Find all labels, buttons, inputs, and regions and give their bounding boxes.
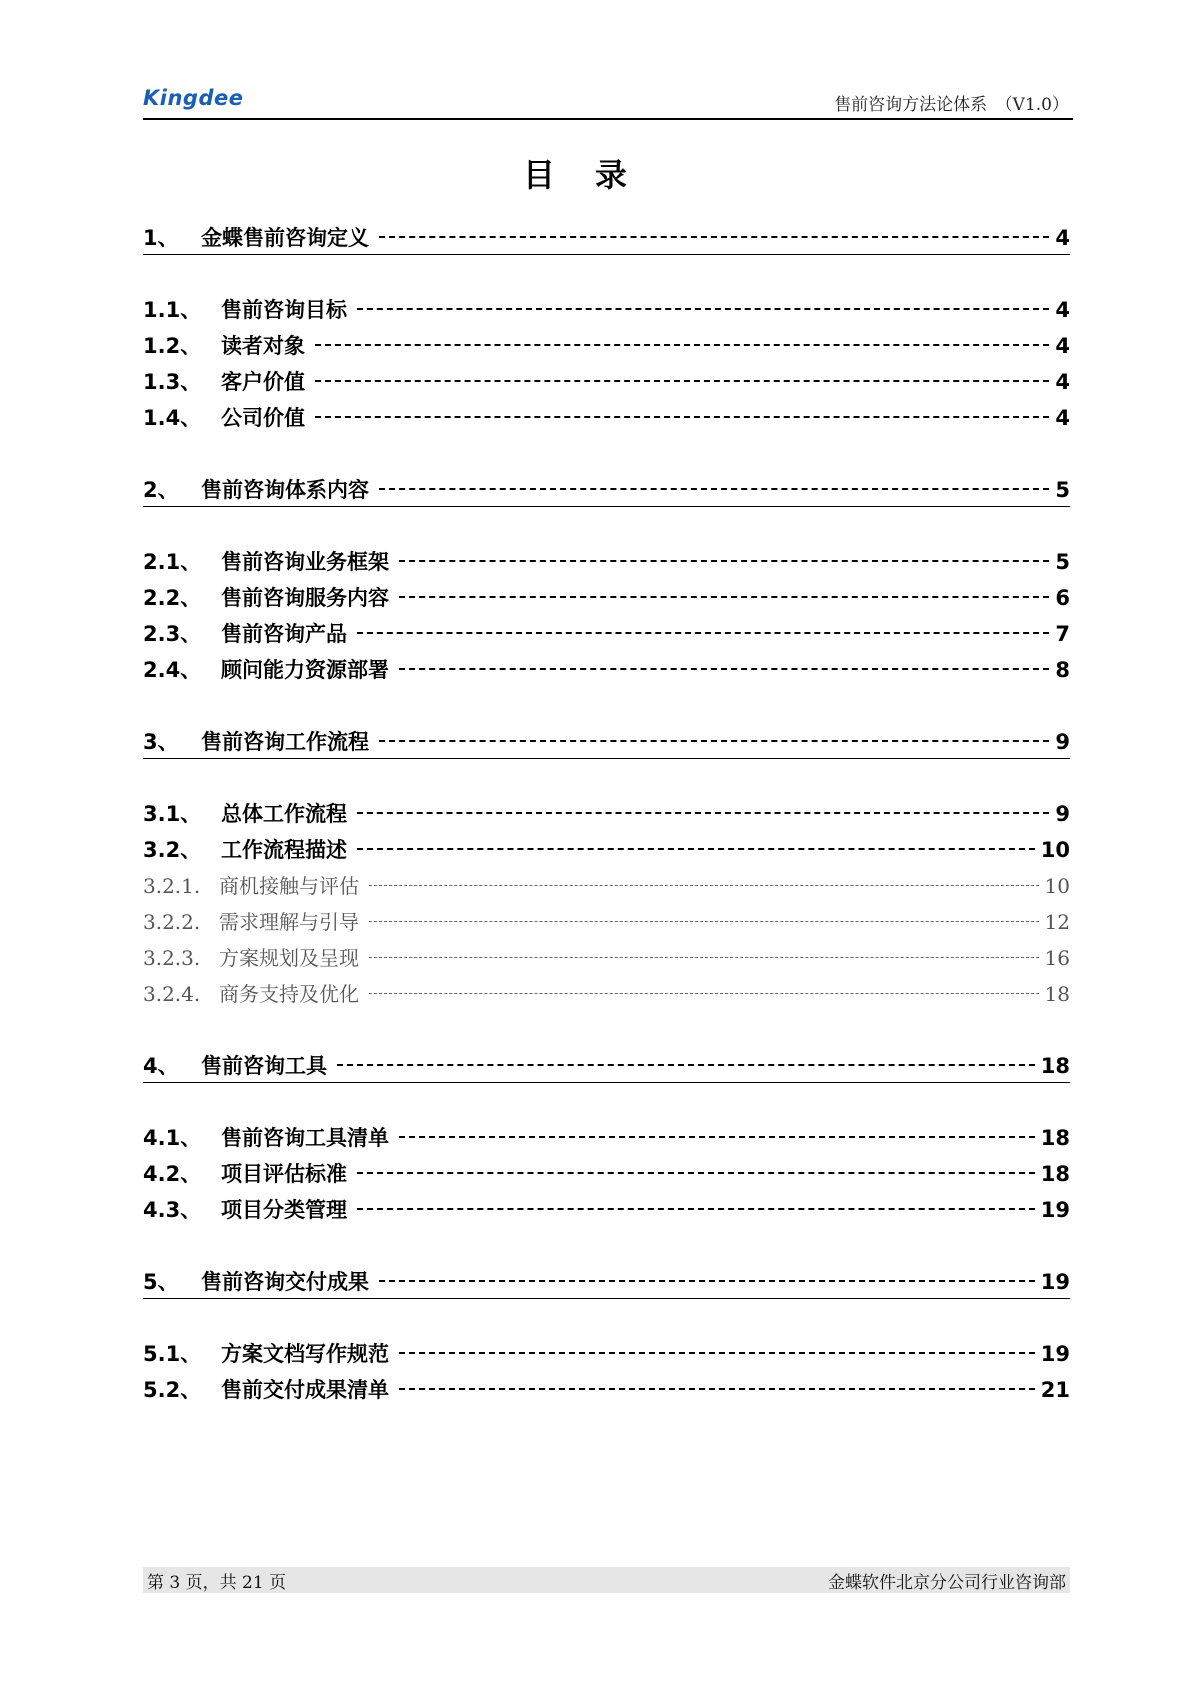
toc-entry-number: 2.2、 (143, 586, 202, 610)
toc-entry[interactable] (143, 582, 1070, 612)
toc-entry-page: 5 (1055, 550, 1070, 574)
toc-leader-line (379, 740, 1049, 742)
toc-leader-line (399, 560, 1049, 562)
toc-leader-line (357, 1172, 1035, 1174)
toc-leader-line (315, 416, 1049, 418)
toc-entry-page: 19 (1040, 1198, 1070, 1222)
toc-entry[interactable] (143, 1050, 1070, 1083)
toc-entry-page: 4 (1055, 298, 1070, 322)
toc-entry-label: 读者对象 (221, 334, 305, 358)
toc-entry-label: 公司价值 (221, 406, 305, 430)
toc-entry-page: 19 (1040, 1270, 1070, 1294)
toc-entry-number: 1、 (143, 226, 179, 250)
toc-leader-line (357, 1208, 1035, 1210)
toc-entry-number: 3.1、 (143, 802, 202, 826)
toc-entry-number: 4、 (143, 1054, 179, 1078)
toc-leader-line (369, 993, 1039, 994)
toc-leader-line (369, 957, 1039, 958)
toc-entry[interactable] (143, 330, 1070, 360)
toc-entry-page: 18 (1044, 982, 1070, 1006)
toc-entry-label: 总体工作流程 (221, 802, 347, 826)
toc-entry-number: 5.1、 (143, 1342, 202, 1366)
toc-leader-line (337, 1064, 1035, 1066)
toc-leader-line (369, 921, 1039, 922)
toc-entry-label: 方案规划及呈现 (219, 946, 359, 970)
toc-entry-page: 16 (1044, 946, 1070, 970)
toc-entry-number: 2.4、 (143, 658, 202, 682)
toc-entry-label: 售前咨询目标 (221, 298, 347, 322)
toc-entry[interactable] (143, 726, 1070, 759)
kingdee-logo: Kingdee (143, 86, 244, 110)
toc-entry-page: 9 (1055, 802, 1070, 826)
toc-entry-label: 售前咨询产品 (221, 622, 347, 646)
toc-entry-number: 1.2、 (143, 334, 202, 358)
toc-entry[interactable] (143, 366, 1070, 396)
page-number: 第 3 页，共 21 页 (147, 1572, 287, 1593)
toc-entry[interactable] (143, 546, 1070, 576)
toc-entry-number: 4.2、 (143, 1162, 202, 1186)
toc-entry[interactable] (143, 294, 1070, 324)
toc-entry-number: 2、 (143, 478, 179, 502)
toc-entry[interactable] (143, 1122, 1070, 1152)
toc-entry[interactable] (143, 222, 1070, 255)
toc-entry-label: 售前咨询交付成果 (201, 1270, 369, 1294)
toc-entry-label: 售前咨询工具 (201, 1054, 327, 1078)
toc-entry-page: 21 (1040, 1378, 1070, 1402)
toc-leader-line (379, 1280, 1035, 1282)
toc-leader-line (399, 1136, 1035, 1138)
toc-leader-line (399, 668, 1049, 670)
toc-entry[interactable] (143, 1266, 1070, 1299)
toc-entry-page: 12 (1044, 910, 1070, 934)
toc-entry[interactable] (143, 474, 1070, 507)
toc-leader-line (315, 380, 1049, 382)
toc-entry[interactable] (143, 1338, 1070, 1368)
toc-entry-page: 9 (1055, 730, 1070, 754)
toc-entry[interactable] (143, 942, 1070, 971)
toc-entry[interactable] (143, 1158, 1070, 1188)
toc-leader-line (369, 885, 1039, 886)
toc-entry-label: 项目评估标准 (221, 1162, 347, 1186)
toc-leader-line (399, 1388, 1035, 1390)
toc-entry-page: 4 (1055, 226, 1070, 250)
toc-entry-label: 售前交付成果清单 (221, 1378, 389, 1402)
toc-entry-page: 10 (1044, 874, 1070, 898)
toc-entry-number: 2.1、 (143, 550, 202, 574)
toc-entry[interactable] (143, 654, 1070, 684)
toc-leader-line (357, 848, 1035, 850)
toc-entry-page: 6 (1055, 586, 1070, 610)
toc-entry-label: 售前咨询服务内容 (221, 586, 389, 610)
toc-entry-number: 3.2.3. (143, 946, 201, 970)
toc-entry-label: 商机接触与评估 (219, 874, 359, 898)
toc-entry-page: 8 (1055, 658, 1070, 682)
toc-entry-label: 需求理解与引导 (219, 910, 359, 934)
document-title: 售前咨询方法论体系 （V1.0） (834, 95, 1069, 115)
toc-entry[interactable] (143, 906, 1070, 935)
toc-leader-line (357, 308, 1049, 310)
toc-entry-number: 4.1、 (143, 1126, 202, 1150)
toc-leader-line (315, 344, 1049, 346)
toc-leader-line (357, 812, 1049, 814)
toc-entry-number: 4.3、 (143, 1198, 202, 1222)
toc-entry[interactable] (143, 402, 1070, 432)
toc-entry-number: 1.1、 (143, 298, 202, 322)
toc-entry-label: 顾问能力资源部署 (221, 658, 389, 682)
toc-entry[interactable] (143, 978, 1070, 1007)
toc-entry[interactable] (143, 870, 1070, 899)
toc-entry-number: 5.2、 (143, 1378, 202, 1402)
toc-entry-number: 1.3、 (143, 370, 202, 394)
toc-leader-line (379, 236, 1049, 238)
toc-entry-label: 售前咨询工作流程 (201, 730, 369, 754)
toc-entry-page: 19 (1040, 1342, 1070, 1366)
toc-entry[interactable] (143, 798, 1070, 828)
toc-entry[interactable] (143, 1374, 1070, 1404)
toc-entry-label: 售前咨询体系内容 (201, 478, 369, 502)
toc-entry-label: 客户价值 (221, 370, 305, 394)
toc-entry-label: 商务支持及优化 (219, 982, 359, 1006)
page-header (143, 82, 1073, 120)
toc-entry-number: 3.2.4. (143, 982, 201, 1006)
toc-entry-label: 售前咨询工具清单 (221, 1126, 389, 1150)
toc-entry-page: 5 (1055, 478, 1070, 502)
toc-entry-label: 金蝶售前咨询定义 (201, 226, 369, 250)
toc-entry-number: 5、 (143, 1270, 179, 1294)
toc-leader-line (379, 488, 1049, 490)
toc-leader-line (399, 1352, 1035, 1354)
toc-leader-line (399, 596, 1049, 598)
toc-entry-label: 项目分类管理 (221, 1198, 347, 1222)
toc-entry-label: 工作流程描述 (221, 838, 347, 862)
toc-leader-line (357, 632, 1049, 634)
toc-entry-label: 售前咨询业务框架 (221, 550, 389, 574)
toc-entry[interactable] (143, 834, 1070, 864)
toc-entry-number: 3.2.2. (143, 910, 201, 934)
toc-entry[interactable] (143, 618, 1070, 648)
toc-entry-page: 18 (1040, 1054, 1070, 1078)
toc-entry-number: 3.2、 (143, 838, 202, 862)
toc-entry-page: 18 (1040, 1162, 1070, 1186)
department-name: 金蝶软件北京分公司行业咨询部 (828, 1572, 1066, 1593)
toc-entry-page: 10 (1040, 838, 1070, 862)
toc-entry-page: 4 (1055, 406, 1070, 430)
page-footer (143, 1567, 1070, 1593)
toc-entry-number: 3.2.1. (143, 874, 201, 898)
toc-title: 目录 (522, 156, 667, 194)
toc-entry-number: 3、 (143, 730, 179, 754)
toc-entry-number: 2.3、 (143, 622, 202, 646)
toc-entry-label: 方案文档写作规范 (221, 1342, 389, 1366)
toc-entry-page: 7 (1055, 622, 1070, 646)
toc-entry-page: 4 (1055, 334, 1070, 358)
toc-entry-number: 1.4、 (143, 406, 202, 430)
toc-entry[interactable] (143, 1194, 1070, 1224)
toc-entry-page: 4 (1055, 370, 1070, 394)
toc-entry-page: 18 (1040, 1126, 1070, 1150)
